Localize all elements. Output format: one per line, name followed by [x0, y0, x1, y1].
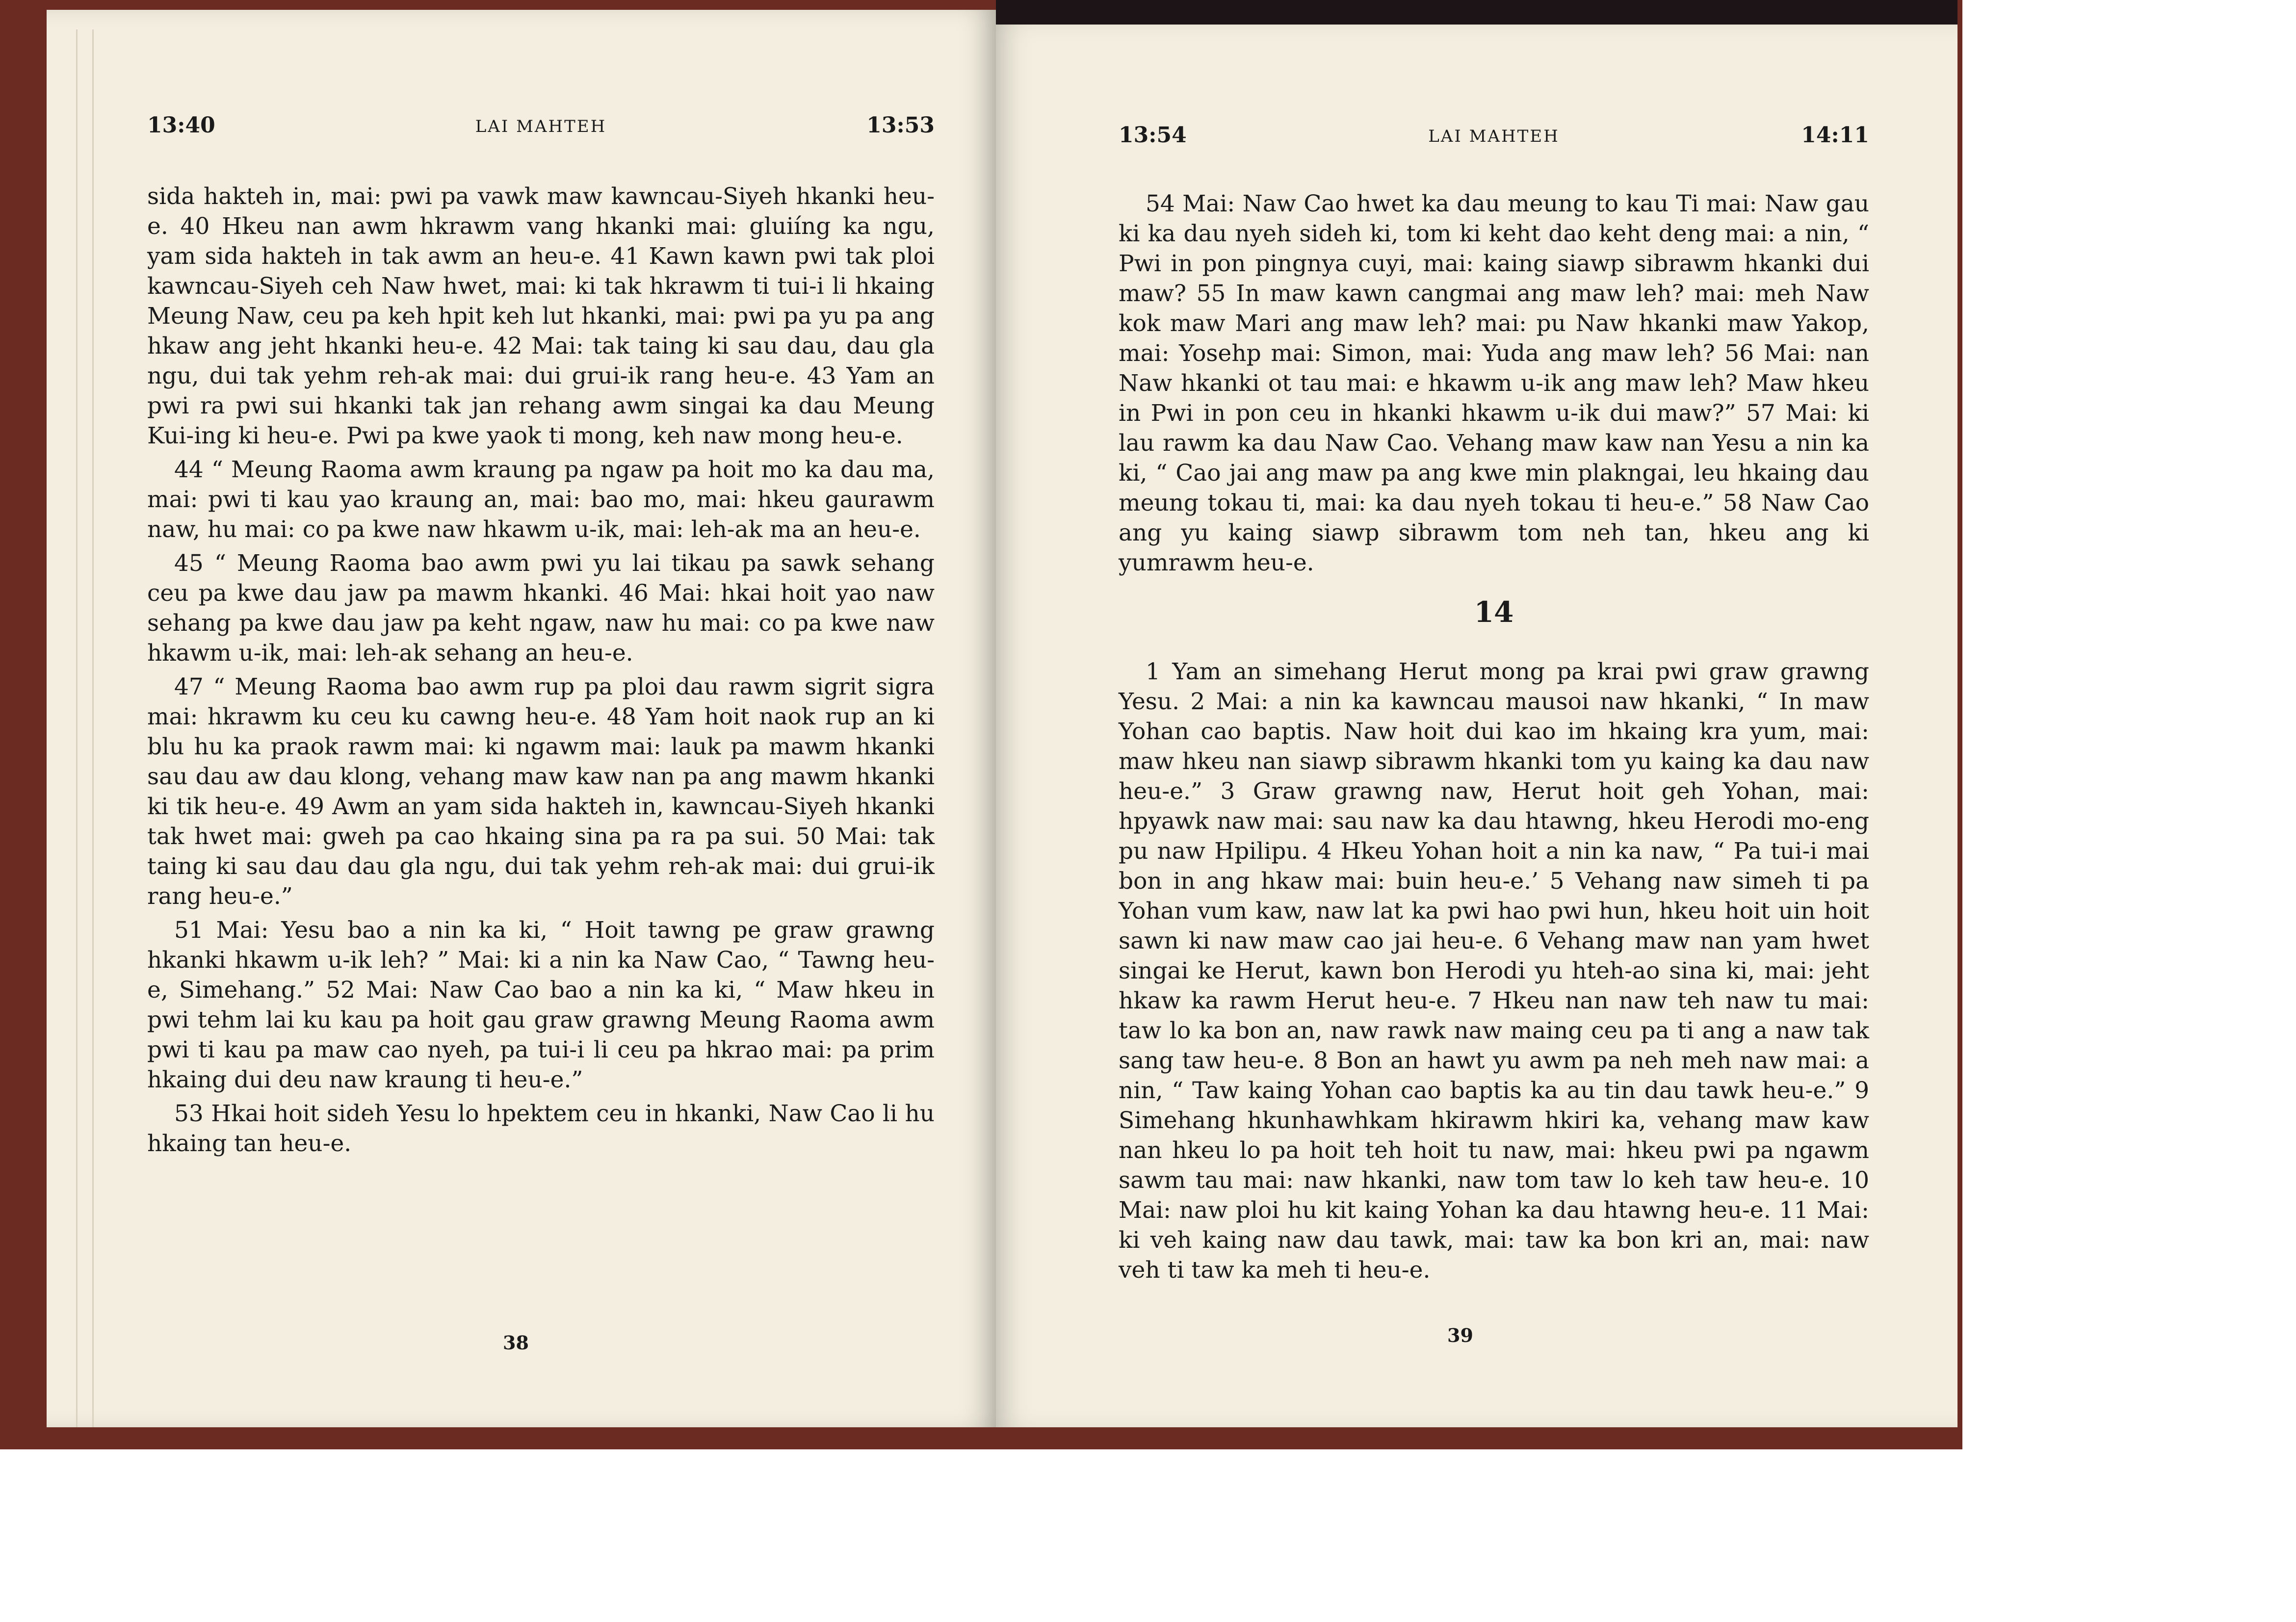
- running-header: [147, 113, 935, 147]
- paragraph: 44 “ Meung Raoma awm kraung pa ngaw pa hoit mo ka dau ma, mai: pwi ti kau yao kraung an, mai: bao mo, mai: hkeu gaurawm naw, hu mai: co pa kwe naw hkawm u-ik, mai: leh-ak ma an heu-e.: [147, 456, 935, 543]
- page-edges: [76, 29, 94, 1427]
- page-body: [147, 181, 935, 1162]
- page-body: [1119, 189, 1869, 1289]
- paragraph: sida hakteh in, mai: pwi pa vawk maw kawncau-Siyeh hkanki heu-e. 40 Hkeu nan awm hkrawm vang hkanki mai: gluiíng ka ngu, yam sida hakteh in tak awm an heu-e. 41 Kawn kawn pwi tak ploi kawncau-Siyeh ceh Naw hwet, mai: ki tak hkrawm ti tui-i li hkaing Meung Naw, ceu pa keh hpit keh lut hkanki, mai: pwi pa yu pa ang hkaw ang jeht hkanki heu-e. 42 Mai: tak taing ki sau dau, dau gla ngu, dui tak yehm reh-ak mai: dui grui-ik rang heu-e. 43 Yam an pwi ra pwi sui hkanki tak jan rehang awm singai ka dau Meung Kui-ing ki heu-e. Pwi pa kwe yaok ti mong, keh naw mong heu-e.: [147, 183, 935, 449]
- paragraph: 47 “ Meung Raoma bao awm rup pa ploi dau rawm sigrit sigra mai: hkrawm ku ceu ku cawng heu-e. 48 Yam hoit naok rup an ki blu hu ka praok rawm mai: ki ngawm mai: lauk pa mawm hkanki sau dau aw dau klong, vehang maw kaw nan pa ang mawm hkanki ki tik heu-e. 49 Awm an yam sida hakteh in, kawncau-Siyeh hkanki tak hwet mai: gweh pa cao hkaing sina pa ra pa sui. 50 Mai: tak taing ki sau dau dau gla ngu, dui tak yehm reh-ak mai: dui grui-ik rang heu-e.”: [147, 673, 935, 910]
- header-title: LAI MAHTEH: [1428, 127, 1560, 146]
- header-reference-start: 13:54: [1119, 123, 1187, 148]
- paragraph: 53 Hkai hoit sideh Yesu lo hpektem ceu in hkanki, Naw Cao li hu hkaing tan heu-e.: [147, 1100, 935, 1157]
- header-reference-start: 13:40: [147, 113, 215, 138]
- paragraph: 51 Mai: Yesu bao a nin ka ki, “ Hoit tawng pe graw grawng hkanki hkawm u-ik leh? ” Mai: ki a nin ka Naw Cao, “ Tawng heu-e, Simehang.” 52 Mai: Naw Cao bao a nin ka ki, “ Maw hkeu in pwi tehm lai ku kau pa hoit gau graw grawng Meung Raoma awm pwi ti kau pa maw cao nyeh, pa tui-i li ceu pa hkrao mai: pa prim hkaing dui deu naw kraung ti heu-e.”: [147, 917, 935, 1093]
- right-page: [996, 25, 1957, 1427]
- header-title: LAI MAHTEH: [475, 117, 607, 136]
- running-header: [1119, 123, 1869, 157]
- header-reference-end: 13:53: [866, 113, 935, 138]
- paragraph: 45 “ Meung Raoma bao awm pwi yu lai tikau pa sawk sehang ceu pa kwe dau jaw pa mawm hkanki. 46 Mai: hkai hoit yao naw sehang pa kwe dau jaw pa keht ngaw, naw hu mai: co pa kwe naw hkawm u-ik, mai: leh-ak sehang an heu-e.: [147, 550, 935, 667]
- paragraph: 1 Yam an simehang Herut mong pa krai pwi graw grawng Yesu. 2 Mai: a nin ka kawncau mausoi naw hkanki, “ In maw Yohan cao baptis. Naw hoit dui kao im hkaing kra yum, mai: maw hkeu nan siawp sibrawm hkanki tom yu kaing ka dau naw heu-e.” 3 Graw grawng naw, Herut hoit geh Yohan, mai: hpyawk naw mai: sau naw ka dau htawng, hkeu Herodi mo-eng pu naw Hpilipu. 4 Hkeu Yohan hoit a nin ka naw, “ Pa tui-i mai bon in ang hkaw mai: buin heu-e.’ 5 Vehang naw simeh ti pa Yohan vum kaw, naw lat ka pwi hao pwi hun, hkeu hoit uin hoit sawn ki naw maw cao jai heu-e. 6 Vehang maw nan yam hwet singai ke Herut, kawn bon Herodi yu hteh-ao sina ki, mai: jeht hkaw ka rawm Herut heu-e. 7 Hkeu nan naw teh naw tu mai: taw lo ka bon an, naw rawk naw maing ceu pa ti ang a naw tak sang taw heu-e. 8 Bon an hawt yu awm pa neh meh naw mai: a nin, “ Taw kaing Yohan cao baptis ka au tin dau tawk heu-e.” 9 Simehang hkunhawhkam hkirawm hkiri ka, vehang maw kaw nan hkeu lo pa hoit teh hoit tu naw, mai: hkeu pwi pa ngawm sawm tau mai: naw hkanki, naw tom taw lo keh taw heu-e. 10 Mai: naw ploi hu kit kaing Yohan ka dau htawng heu-e. 11 Mai: ki veh kaing naw dau tawk, mai: taw ka bon kri an, mai: naw veh ti taw ka meh ti heu-e.: [1119, 658, 1869, 1284]
- cover-edge: [996, 0, 1957, 25]
- page-number: 38: [503, 1332, 529, 1354]
- chapter-number: 14: [1474, 595, 1514, 629]
- left-page: [47, 10, 996, 1427]
- paragraph: 54 Mai: Naw Cao hwet ka dau meung to kau Ti mai: Naw gau ki ka dau nyeh sideh ki, tom ki keht dao keht deng mai: a nin, “ Pwi in pon pingnya cuyi, mai: kaing siawp sibrawm hkanki dui maw? 55 In maw kawn cangmai ang maw leh? mai: meh Naw kok maw Mari ang maw leh? mai: pu Naw hkanki maw Yakop, mai: Yosehp mai: Simon, mai: Yuda ang maw leh? 56 Mai: nan Naw hkanki ot tau mai: e hkawm u-ik ang maw leh? Maw hkeu in Pwi in pon ceu in hkanki hkawm u-ik dui maw?” 57 Mai: ki lau rawm ka dau Naw Cao. Vehang maw kaw nan Yesu a nin ka ki, “ Cao jai ang maw pa ang kwe min plakngai, leu hkaing dau meung tokau ti, mai: ka dau nyeh tokau ti heu-e.” 58 Naw Cao ang yu kaing siawp sibrawm tom neh tan, hkeu ang ki yumrawm heu-e.: [1119, 190, 1869, 576]
- page-number: 39: [1447, 1324, 1473, 1346]
- header-reference-end: 14:11: [1801, 123, 1869, 148]
